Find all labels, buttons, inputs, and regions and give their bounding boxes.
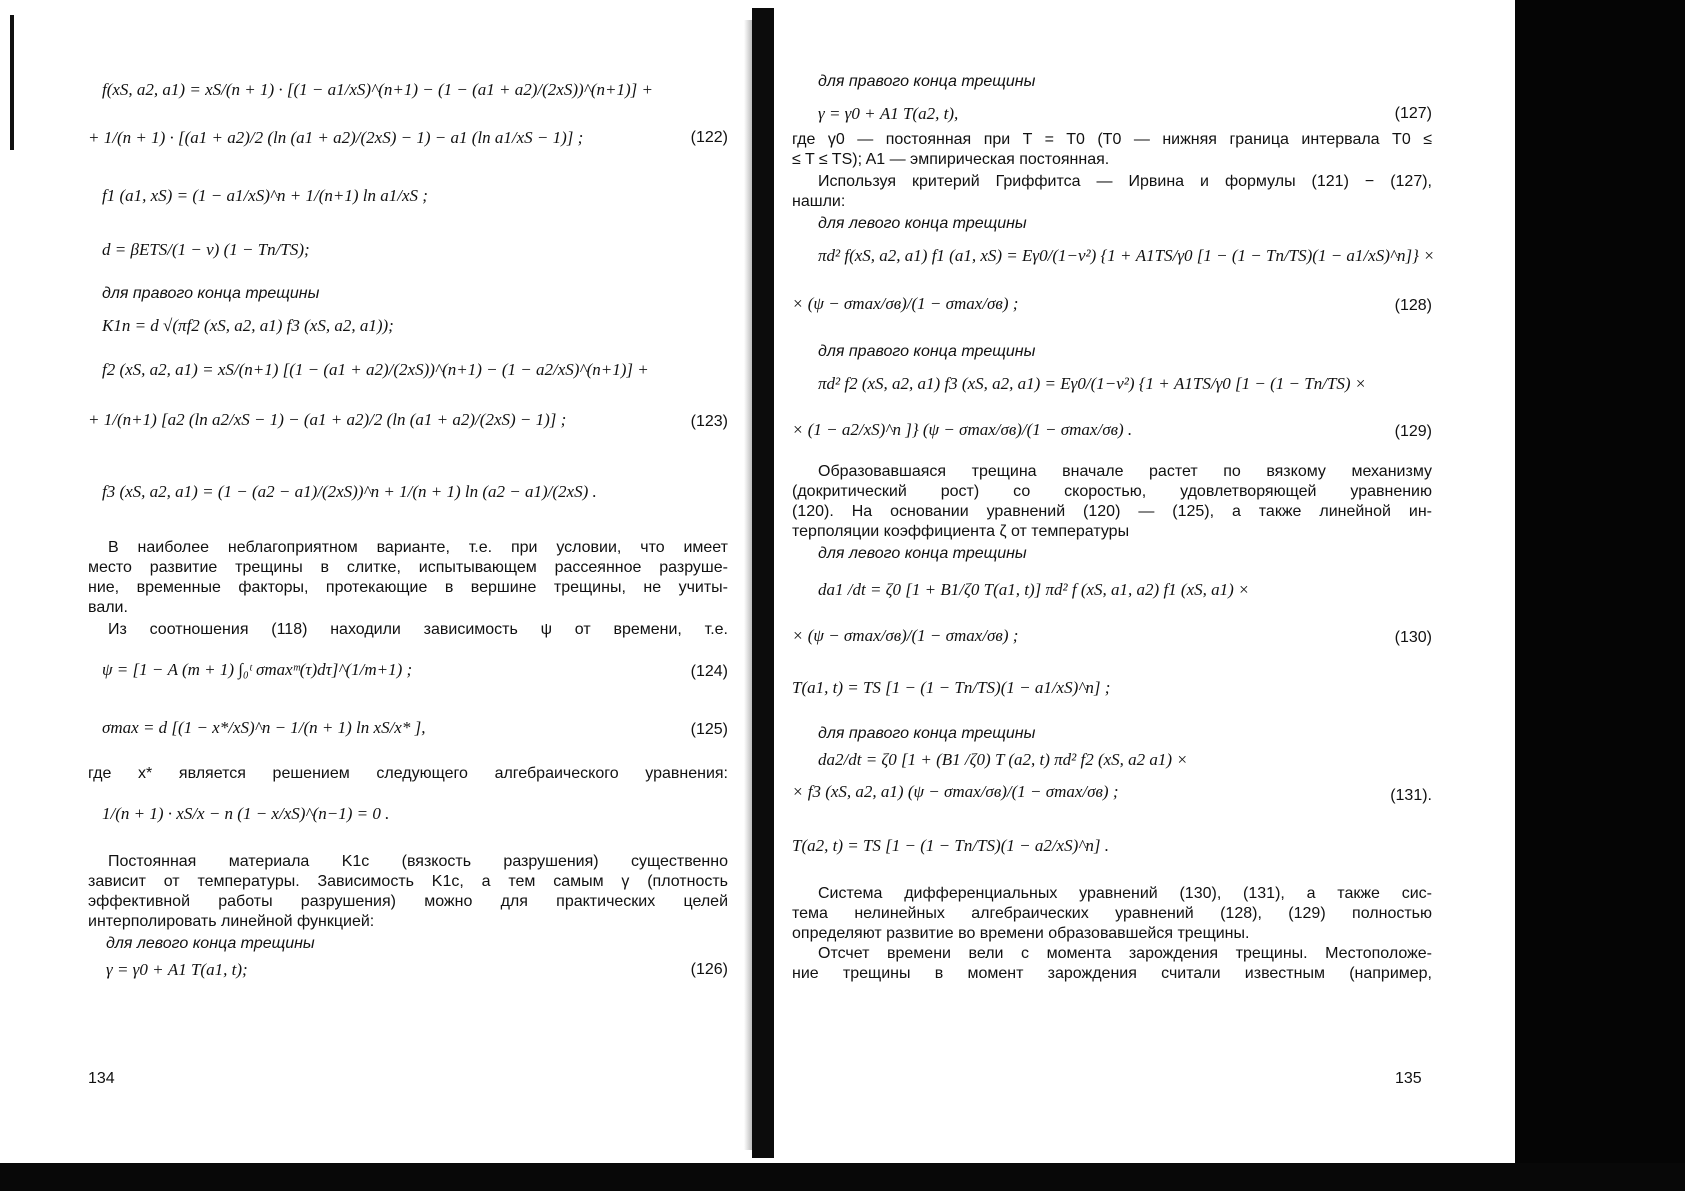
text-line: Из соотношения (118) находили зависимость ψ от времени, т.е. [108,621,728,638]
text-line: интерполировать линейной функцией: [88,913,375,930]
section-heading: для левого конца трещины [106,935,315,952]
text-line: место развитие трещины в слитке, испытывающем рассеянное разруше- [88,559,728,576]
text-line: вали. [88,599,128,616]
equation-number: (122) [690,129,728,146]
page-number-right: 135 [1395,1070,1422,1087]
section-heading: для правого конца трещины [818,725,1036,742]
equation-number: (124) [690,663,728,680]
page-left-edge [0,0,14,1191]
formula-line: × (1 − a2/xS)^n ]} (ψ − σmax/σв)/(1 − σmax/σв) . [792,420,1133,439]
formula-line: πd² f2 (xS, a2, a1) f3 (xS, a2, a1) = Eγ0/(1−ν²) {1 + A1TS/γ0 [1 − (1 − Tп/TS) × [818,374,1367,393]
text-line: терполяции коэффициента ζ от температуры [792,523,1130,540]
section-heading: для правого конца трещины [818,343,1036,360]
section-heading: для левого конца трещины [818,545,1027,562]
right-page [792,60,1435,1100]
text-line: Система дифференциальных уравнений (130), (131), а также сис- [818,885,1432,902]
text-line: тема нелинейных алгебраических уравнений (128), (129) полностью [792,905,1432,922]
scan-border-right [1515,0,1685,1191]
left-page [88,60,728,1100]
text-line: Используя критерий Гриффитса — Ирвина и формулы (121) − (127), [818,173,1432,190]
formula-line: × f3 (xS, a2, a1) (ψ − σmax/σв)/(1 − σmax/σв) ; [792,782,1119,801]
formula-line: da1 /dt = ζ0 [1 + B1/ζ0 T(a1, t)] πd² f (xS, a1, a2) f1 (xS, a1) × [818,580,1250,599]
section-heading: для правого конца трещины [818,73,1036,90]
section-heading: для правого конца трещины [102,285,320,302]
text-line: зависит от температуры. Зависимость K1c, а тем самым γ (плотность [88,873,728,890]
text-line: (120). На основании уравнений (120) — (125), а также линейной ин- [792,503,1432,520]
formula-line: γ = γ0 + A1 T(a2, t), [818,104,959,123]
formula-line: f2 (xS, a2, a1) = xS/(n+1) [(1 − (a1 + a2)/(2xS))^(n+1) − (1 − a2/xS)^(n+1)] + [102,360,649,379]
formula-line: × (ψ − σmax/σв)/(1 − σmax/σв) ; [792,626,1019,645]
text-line: Постоянная материала K1c (вязкость разрушения) существенно [108,853,728,870]
formula-line: f1 (a1, xS) = (1 − a1/xS)^n + 1/(n+1) ln a1/xS ; [102,186,428,205]
text-line: где γ0 — постоянная при T = T0 (T0 — нижняя граница интервала T0 ≤ [792,131,1432,148]
formula-line: 1/(n + 1) · xS/x − n (1 − x/xS)^(n−1) = 0 . [102,804,390,823]
text-line: (докритический рост) со скоростью, удовлетворяющей уравнению [792,483,1432,500]
equation-number: (125) [690,721,728,738]
formula-line: d = βETS/(1 − ν) (1 − Tп/TS); [102,240,310,259]
formula-line: T(a1, t) = TS [1 − (1 − Tп/TS)(1 − a1/xS)^n] ; [792,678,1111,697]
text-line: В наиболее неблагоприятном варианте, т.е. при условии, что имеет [108,539,728,556]
formula-line: da2/dt = ζ0 [1 + (B1 /ζ0) T (a2, t) πd² f2 (xS, a2 a1) × [818,750,1188,769]
text-line: эффективной работы разрушения) можно для практических целей [88,893,728,910]
text-line: ние, временные факторы, протекающие в вершине трещины, не учиты- [88,579,728,596]
book-gutter [752,8,774,1158]
section-heading: для левого конца трещины [818,215,1027,232]
formula-line: πd² f(xS, a2, a1) f1 (a1, xS) = Eγ0/(1−ν²) {1 + A1TS/γ0 [1 − (1 − Tп/TS)(1 − a1/xS)^n]} × [818,246,1435,265]
formula-line: γ = γ0 + A1 T(a1, t); [106,960,248,979]
formula-line: σmax = d [(1 − x*/xS)^n − 1/(n + 1) ln xS/x* ], [102,718,426,737]
text-line: Образовавшаяся трещина вначале растет по вязкому механизму [818,463,1432,480]
formula-line: × (ψ − σmax/σв)/(1 − σmax/σв) ; [792,294,1019,313]
formula-line: T(a2, t) = TS [1 − (1 − Tп/TS)(1 − a2/xS)^n] . [792,836,1110,855]
text-line: где x* является решением следующего алгебраического уравнения: [88,765,728,782]
equation-number: (129) [1394,423,1432,440]
equation-number: (126) [690,961,728,978]
formula-line: ψ = [1 − A (m + 1) ∫₀ᵗ σmaxᵐ(τ)dτ]^(1/m+1) ; [102,660,413,679]
text-line: ≤ T ≤ TS); A1 — эмпирическая постоянная. [792,151,1110,168]
gutter-shadow [744,20,752,1150]
page-number-left: 134 [88,1070,115,1087]
formula-line: f(xS, a2, a1) = xS/(n + 1) · [(1 − a1/xS)^(n+1) − (1 − (a1 + a2)/(2xS))^(n+1)] + [102,80,653,99]
text-line: определяют развитие во времени образовавшейся трещины. [792,925,1250,942]
text-line: нашли: [792,193,846,210]
equation-number: (131). [1390,787,1432,804]
formula-line: K1n = d √(πf2 (xS, a2, a1) f3 (xS, a2, a1)); [102,316,394,335]
formula-line: + 1/(n+1) [a2 (ln a2/xS − 1) − (a1 + a2)/2 (ln (a1 + a2)/(2xS) − 1)] ; [88,410,567,429]
formula-line: + 1/(n + 1) · [(a1 + a2)/2 (ln (a1 + a2)/(2xS) − 1) − a1 (ln a1/xS − 1)] ; [88,128,584,147]
equation-number: (127) [1394,105,1432,122]
equation-number: (130) [1394,629,1432,646]
text-line: Отсчет времени вели с момента зарождения трещины. Местоположе- [818,945,1432,962]
equation-number: (123) [690,413,728,430]
scan-border-bottom [0,1163,1685,1191]
formula-line: f3 (xS, a2, a1) = (1 − (a2 − a1)/(2xS))^n + 1/(n + 1) ln (a2 − a1)/(2xS) . [102,482,597,501]
binding-edge-mark [10,15,14,150]
equation-number: (128) [1394,297,1432,314]
text-line: ние трещины в момент зарождения считали известным (например, [792,965,1432,982]
